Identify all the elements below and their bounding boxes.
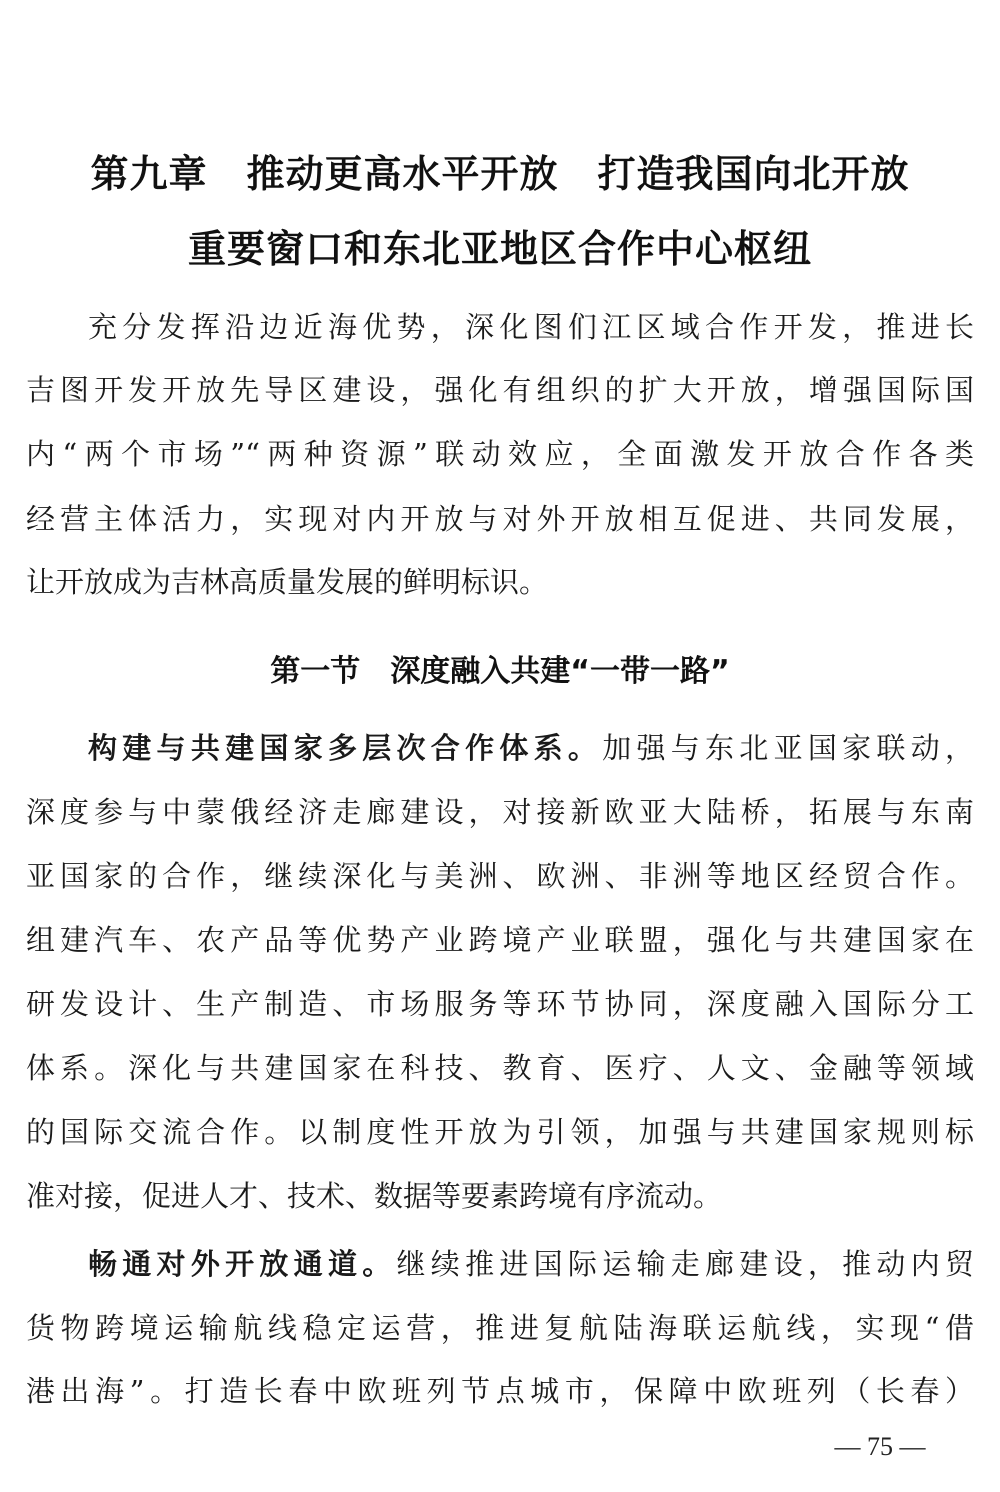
paragraph-line: 亚国家的合作，继续深化与美洲、欧洲、非洲等地区经贸合作。 <box>26 859 974 893</box>
intro-line: 经营主体活力，实现对内开放与对外开放相互促进、共同发展， <box>26 502 974 536</box>
paragraph-line: 深度参与中蒙俄经济走廊建设，对接新欧亚大陆桥，拓展与东南 <box>26 795 974 829</box>
paragraph-first-line <box>88 724 974 772</box>
paragraph-line: 组建汽车、农产品等优势产业跨境产业联盟，强化与共建国家在 <box>26 923 974 957</box>
paragraph-lead: 构建与共建国家多层次合作体系。 <box>88 731 603 765</box>
intro-line: 充分发挥沿边近海优势，深化图们江区域合作开发，推进长 <box>88 310 974 344</box>
page-number: — 75 — <box>834 1432 926 1461</box>
chapter-title-line-2: 重要窗口和东北亚地区合作中心枢纽 <box>187 227 812 271</box>
section-title: 第一节 深度融入共建“一带一路” <box>270 654 730 689</box>
chapter-title-line-1: 第九章 推动更高水平开放 打造我国向北开放 <box>90 152 910 196</box>
paragraph-line: 研发设计、生产制造、市场服务等环节协同，深度融入国际分工 <box>26 987 974 1021</box>
paragraph-text: 加强与东北亚国家联动， <box>602 731 974 765</box>
paragraph-line: 的国际交流合作。以制度性开放为引领，加强与共建国家规则标 <box>26 1115 974 1149</box>
paragraph-line: 体系。深化与共建国家在科技、教育、医疗、人文、金融等领域 <box>26 1051 974 1085</box>
intro-line: 让开放成为吉林高质量发展的鲜明标识。 <box>26 565 549 599</box>
intro-line: 内“两个市场”“两种资源”联动效应，全面激发开放合作各类 <box>26 437 974 471</box>
intro-line: 吉图开发开放先导区建设，强化有组织的扩大开放，增强国际国 <box>26 373 974 407</box>
paragraph-lead: 畅通对外开放通道。 <box>88 1247 397 1281</box>
paragraph-first-line <box>88 1240 974 1288</box>
paragraph-line: 港出海”。打造长春中欧班列节点城市，保障中欧班列（长春） <box>26 1374 974 1408</box>
paragraph-line: 准对接，促进人才、技术、数据等要素跨境有序流动。 <box>26 1179 723 1213</box>
paragraph-text: 继续推进国际运输走廊建设，推动内贸 <box>396 1247 974 1281</box>
paragraph-line: 货物跨境运输航线稳定运营，推进复航陆海联运航线，实现“借 <box>26 1311 974 1345</box>
